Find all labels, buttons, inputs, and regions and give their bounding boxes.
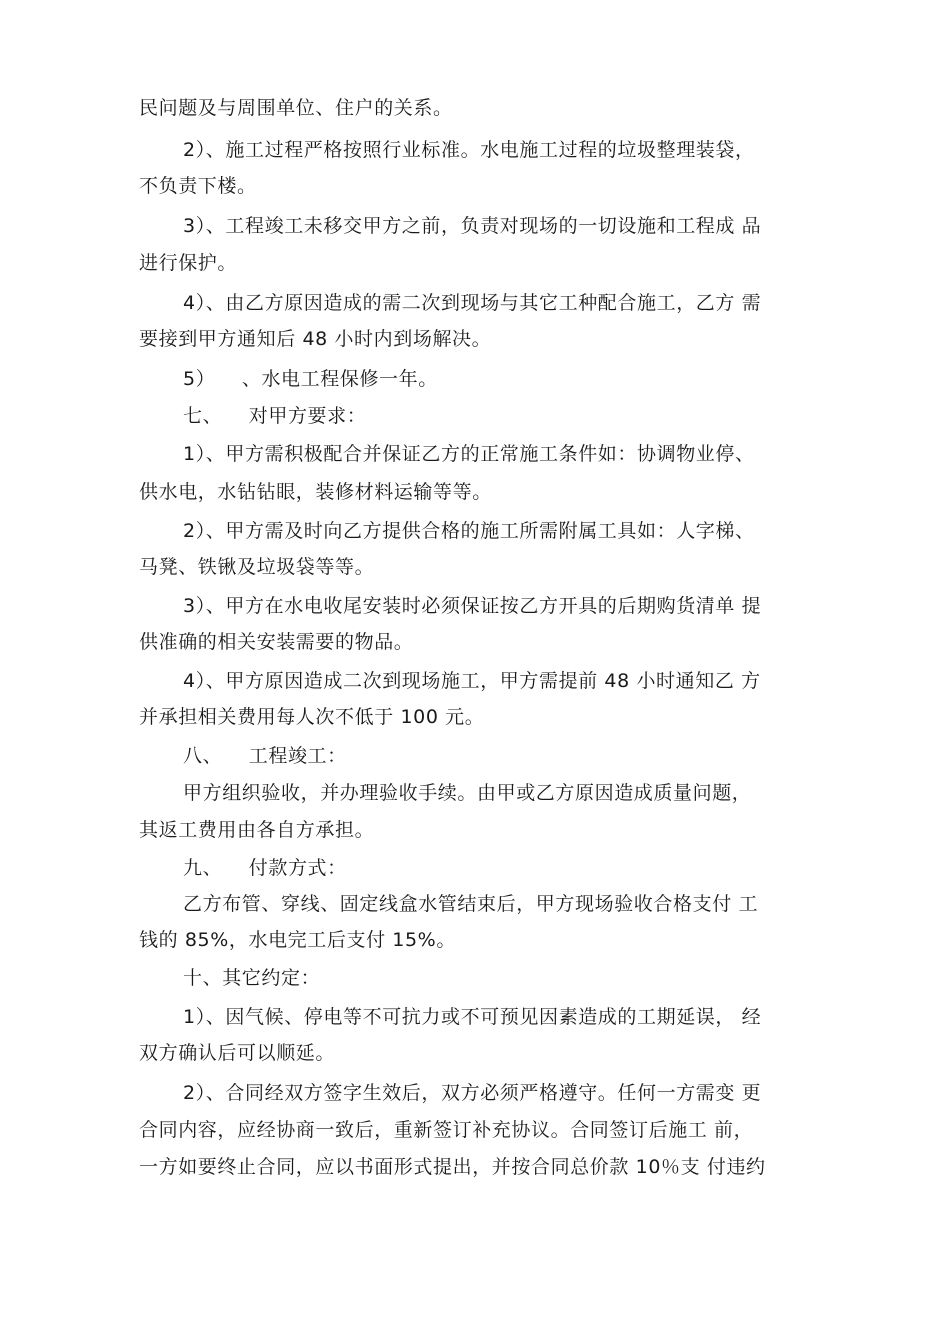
text-line: 1）、因气候、停电等不可抗力或不可预见因素造成的工期延误， 经: [183, 1006, 762, 1028]
text-line: 3）、工程竣工未移交甲方之前，负责对现场的一切设施和工程成 品: [183, 215, 762, 237]
text-line: 马凳、铁锹及垃圾袋等等。: [139, 556, 375, 578]
section-heading: 八、 工程竣工：: [183, 745, 347, 767]
section-heading: 九、 付款方式：: [183, 857, 347, 879]
text-line: 5） 、水电工程保修一年。: [183, 368, 438, 390]
section-heading: 七、 对甲方要求：: [183, 405, 367, 427]
text-line: 4）、甲方原因造成二次到现场施工，甲方需提前 48 小时通知乙 方: [183, 670, 761, 692]
text-line: 供准确的相关安装需要的物品。: [139, 631, 414, 653]
text-line: 双方确认后可以顺延。: [139, 1042, 336, 1064]
text-line: 2）、合同经双方签字生效后，双方必须严格遵守。任何一方需变 更: [183, 1082, 762, 1104]
text-line: 3）、甲方在水电收尾安装时必须保证按乙方开具的后期购货清单 提: [183, 595, 762, 617]
text-line: 合同内容，应经协商一致后，重新签订补充协议。合同签订后施工 前，: [139, 1119, 754, 1141]
section-heading: 十、其它约定：: [183, 967, 321, 989]
text-line: 要接到甲方通知后 48 小时内到场解决。: [139, 328, 492, 350]
text-line: 其返工费用由各自方承担。: [139, 819, 375, 841]
text-line: 民问题及与周围单位、住户的关系。: [139, 97, 453, 119]
text-line: 2）、甲方需及时向乙方提供合格的施工所需附属工具如：人字梯、: [183, 520, 755, 542]
text-line: 1）、甲方需积极配合并保证乙方的正常施工条件如：协调物业停、: [183, 443, 755, 465]
text-line: 2）、施工过程严格按照行业标准。水电施工过程的垃圾整理装袋，: [183, 139, 755, 161]
text-line: 不负责下楼。: [139, 175, 257, 197]
text-line: 甲方组织验收，并办理验收手续。由甲或乙方原因造成质量问题，: [183, 782, 752, 804]
text-line: 并承担相关费用每人次不低于 100 元。: [139, 706, 485, 728]
text-line: 进行保护。: [139, 252, 238, 274]
text-line: 4）、由乙方原因造成的需二次到现场与其它工种配合施工，乙方 需: [183, 292, 762, 314]
text-line: 一方如要终止合同，应以书面形式提出，并按合同总价款 10％支 付违约: [139, 1156, 766, 1178]
text-line: 乙方布管、穿线、固定线盒水管结束后，甲方现场验收合格支付 工: [183, 893, 759, 915]
text-line: 钱的 85%，水电完工后支付 15%。: [139, 929, 456, 951]
text-line: 供水电，水钻钻眼，装修材料运输等等。: [139, 481, 492, 503]
